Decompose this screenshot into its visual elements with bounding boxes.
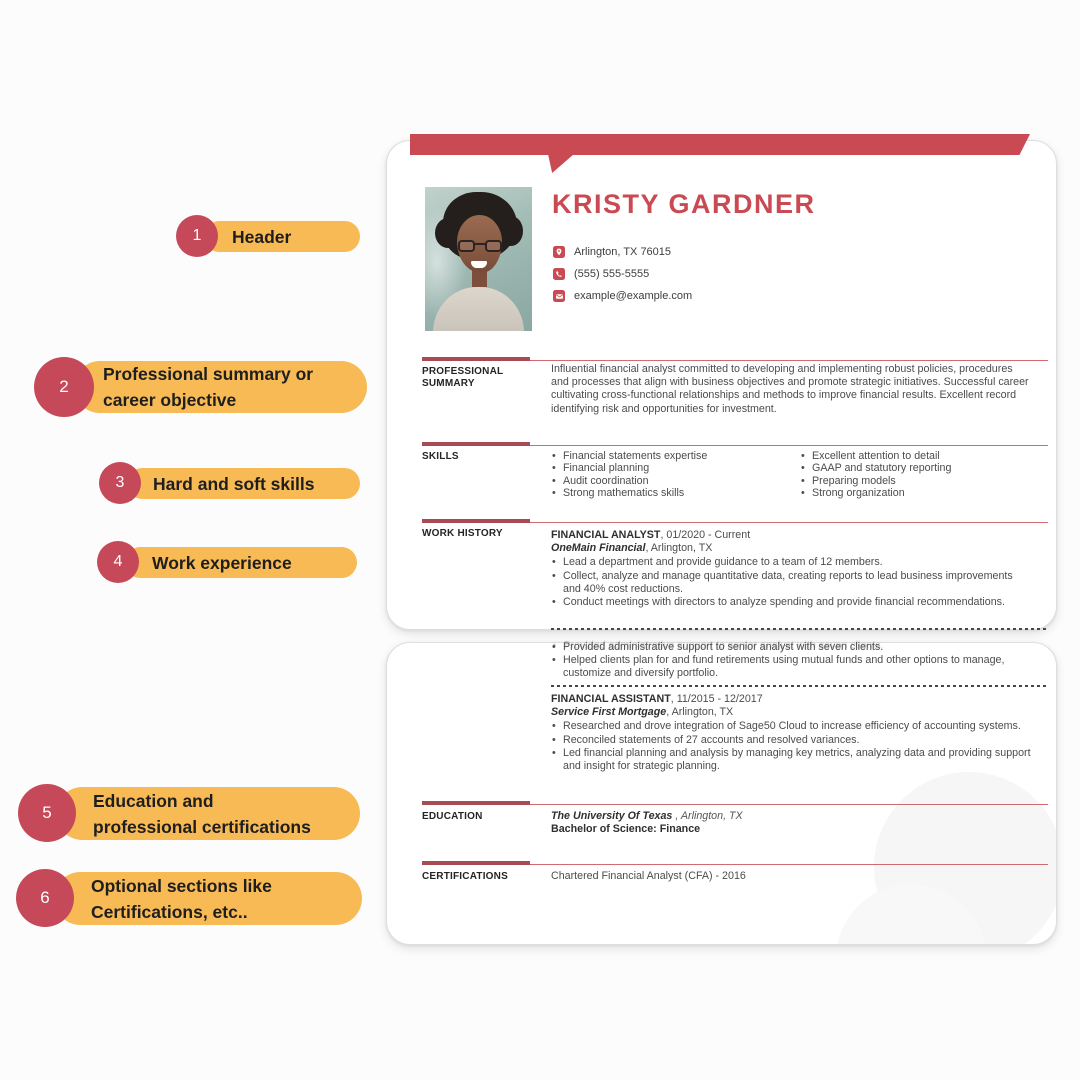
skill-item: • Strong mathematics skills xyxy=(551,487,791,499)
contact-phone xyxy=(553,267,649,281)
step-badge-6: 6 xyxy=(16,869,74,927)
contact-email-text: example@example.com xyxy=(574,290,693,302)
contact-phone-text: (555) 555-5555 xyxy=(574,268,650,280)
job-company-line: OneMain Financial, Arlington, TX xyxy=(551,542,713,555)
certifications-section-label: CERTIFICATIONS xyxy=(422,871,508,882)
callout-pill-header: Header xyxy=(204,221,360,252)
certifications-divider xyxy=(422,864,1048,865)
work-history-divider xyxy=(422,522,1048,523)
job-title-line: FINANCIAL ASSISTANT, 11/2015 - 12/2017 xyxy=(551,693,763,705)
job-title-line: FINANCIAL ANALYST, 01/2020 - Current xyxy=(551,529,751,541)
dashed-separator xyxy=(551,628,1048,630)
job-continued-bullets xyxy=(551,640,1032,681)
resume-page-2 xyxy=(386,642,1057,945)
dashed-separator xyxy=(551,685,1048,687)
education-degree: Bachelor of Science: Finance xyxy=(551,823,701,836)
contact-email xyxy=(553,289,692,303)
step-badge-4: 4 xyxy=(97,541,139,583)
skills-column-left xyxy=(551,450,791,500)
phone-icon xyxy=(553,268,565,280)
skills-divider xyxy=(422,445,1048,446)
contact-location-text: Arlington, TX 76015 xyxy=(574,246,672,258)
step-badge-5: 5 xyxy=(18,784,76,842)
summary-divider xyxy=(422,360,1048,361)
education-details xyxy=(551,810,743,836)
contact-location xyxy=(553,245,671,259)
job-bullet: • Conduct meetings with directors to analyze spending and provide financial recommendations. xyxy=(551,596,1032,609)
callout-pill-summary: Professional summary or career objective xyxy=(74,361,367,413)
profile-photo xyxy=(425,187,532,331)
summary-text: Influential financial analyst committed to developing and implementing robust policies, procedures and processes that align with business objectives and promote strategic initiatives. Successful career cultivating cross-functional relationships and methods to improve financial results. Excellent record identifying risk and opportunities for investment. xyxy=(551,363,1029,415)
skill-item: • Excellent attention to detail xyxy=(800,450,1040,462)
skill-item: • GAAP and statutory reporting xyxy=(800,462,1040,474)
step-badge-3: 3 xyxy=(99,462,141,504)
skills-section-label: SKILLS xyxy=(422,451,459,462)
job-bullet: • Provided administrative support to senior analyst with seven clients. xyxy=(551,641,1032,654)
summary-section-label: PROFESSIONAL SUMMARY xyxy=(422,366,504,389)
callout-pill-skills: Hard and soft skills xyxy=(127,468,360,499)
job-financial-analyst xyxy=(551,529,1032,609)
skill-item: • Audit coordination xyxy=(551,475,791,487)
header-banner xyxy=(410,134,1030,155)
job-bullets xyxy=(551,641,1032,681)
skill-item: • Financial statements expertise xyxy=(551,450,791,462)
job-company-line: Service First Mortgage, Arlington, TX xyxy=(551,706,734,719)
callout-pill-education: Education and professional certifications xyxy=(56,787,360,840)
education-divider xyxy=(422,804,1048,805)
job-bullet: • Helped clients plan for and fund retirements using mutual funds and other options to manage, customize and diversify portfolio. xyxy=(551,654,1032,680)
skill-item: • Preparing models xyxy=(800,475,1040,487)
job-bullet: • Lead a department and provide guidance to a team of 12 members. xyxy=(551,556,1032,569)
skill-item: • Financial planning xyxy=(551,462,791,474)
job-bullet: • Reconciled statements of 27 accounts and resolved variances. xyxy=(551,734,1032,747)
location-pin-icon xyxy=(553,246,565,258)
photo-shoulders xyxy=(433,287,524,331)
step-badge-2: 2 xyxy=(34,357,94,417)
step-badge-1: 1 xyxy=(176,215,218,257)
resume-name: KRISTY GARDNER xyxy=(552,189,816,219)
photo-glasses xyxy=(458,240,502,254)
skill-item: • Strong organization xyxy=(800,487,1040,499)
job-bullet: • Researched and drove integration of Sage50 Cloud to increase efficiency of accounting systems. xyxy=(551,720,1032,733)
certification-item: Chartered Financial Analyst (CFA) - 2016 xyxy=(551,870,746,882)
job-bullet: • Collect, analyze and manage quantitative data, creating reports to lead business improvements and 40% cost reductions. xyxy=(551,570,1032,596)
job-bullets xyxy=(551,556,1032,609)
callout-pill-optional-sections: Optional sections like Certifications, etc.. xyxy=(54,872,362,925)
job-bullet: • Led financial planning and analysis by managing key metrics, analyzing data and providing support and insight for strategic planning. xyxy=(551,747,1032,773)
callout-pill-work-experience: Work experience xyxy=(125,547,357,578)
job-financial-assistant xyxy=(551,693,1032,773)
work-history-section-label: WORK HISTORY xyxy=(422,528,503,539)
photo-smile xyxy=(471,261,487,268)
skills-column-right xyxy=(800,450,1040,500)
education-section-label: EDUCATION xyxy=(422,811,483,822)
education-school-line: The University Of Texas , Arlington, TX xyxy=(551,810,743,822)
job-bullets xyxy=(551,720,1032,773)
email-icon xyxy=(553,290,565,302)
